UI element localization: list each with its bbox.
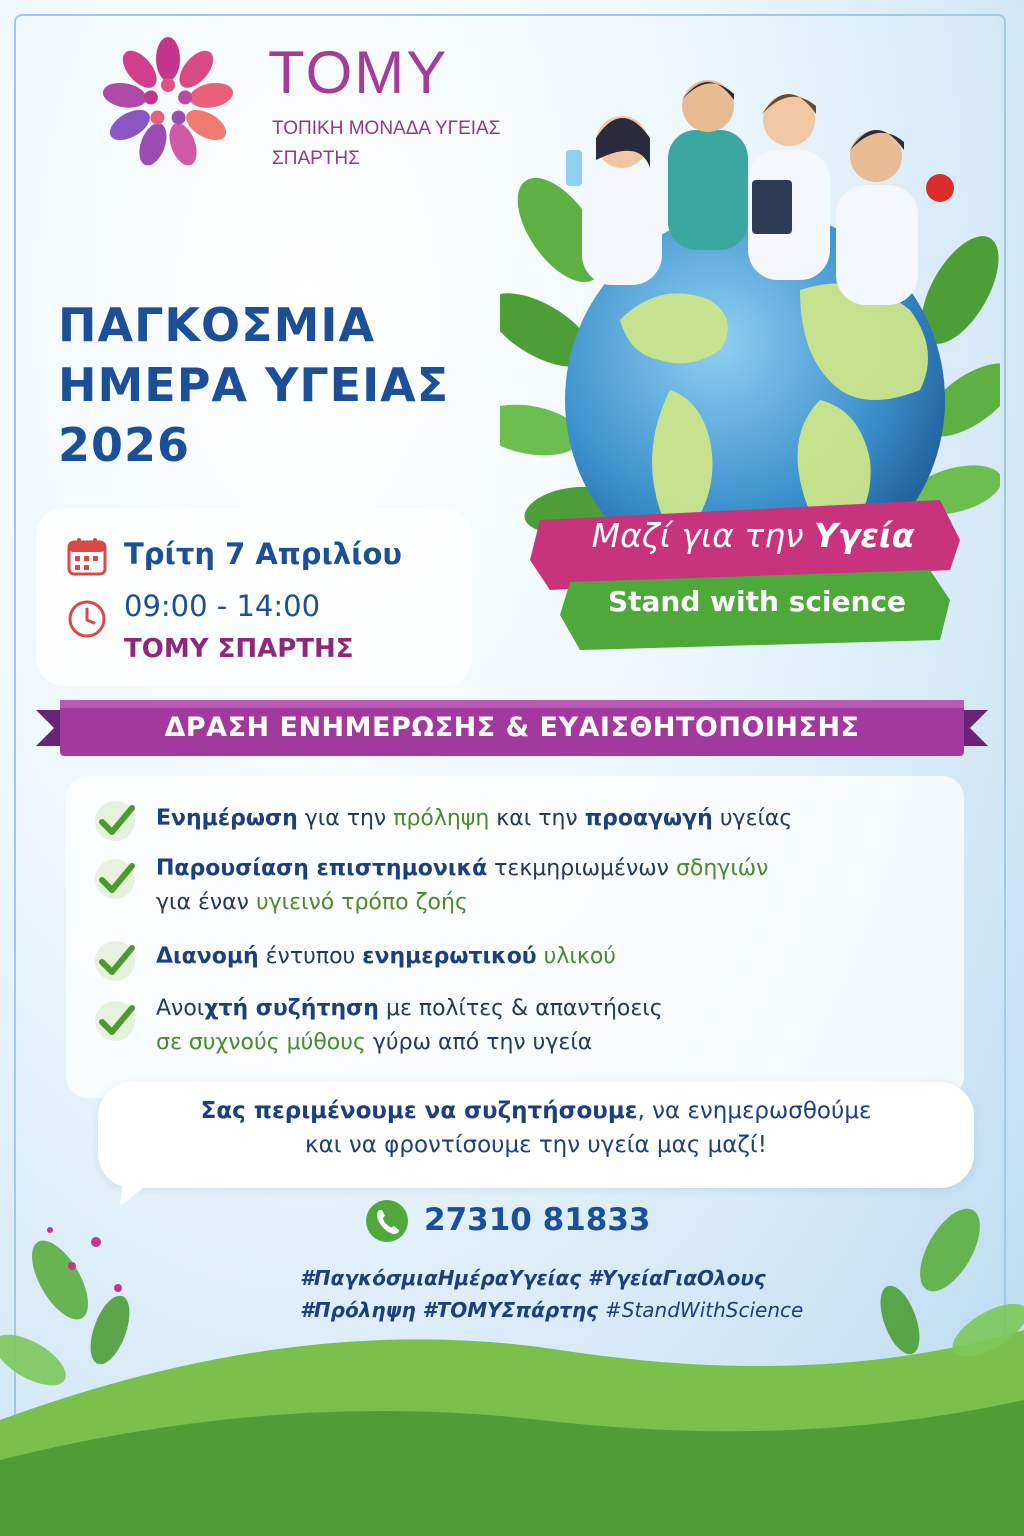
check-icon [92,798,138,844]
heading-line3: 2026 [58,418,191,472]
activity-banner-label: ΔΡΑΣΗ ΕΝΗΜΕΡΩΣΗΣ & ΕΥΑΙΣΘΗΤΟΠΟΙΗΣΗΣ [164,712,860,743]
activity-item-3: Διανομή έντυπου ενημερωτικού υλικού [156,944,617,969]
event-date: Τρίτη 7 Απριλίου [124,537,402,571]
slogan-english: Stand with science [607,585,907,618]
event-location: ΤΟΜΥ ΣΠΑΡΤΗΣ [124,634,354,664]
calendar-icon [66,536,108,578]
phone-number[interactable]: 27310 81833 [424,1202,651,1238]
invite-line2: και να φροντίσουμε την υγεία μας μαζί! [305,1132,767,1158]
logo-subtitle-line1: ΤΟΠΙΚΗ ΜΟΝΑΔΑ ΥΓΕΙΑΣ [272,118,501,139]
heading-line2: ΗΜΕΡΑ ΥΓΕΙΑΣ [58,358,450,412]
hashtags-line1: #ΠαγκόσμιαΗμέραΥγείας #ΥγείαΓιαΟλους [300,1266,766,1290]
slogan-greek: Μαζί για την Υγεία [591,516,915,555]
heading-line1: ΠΑΓΚΟΣΜΙΑ [58,298,376,352]
event-time: 09:00 - 14:00 [124,589,321,623]
check-icon [92,856,138,902]
invite-line1: Σας περιμένουμε να συζητήσουμε, να ενημερωσθούμε [200,1098,872,1124]
clock-icon [66,598,108,640]
doctors-illustration [566,80,954,305]
logo-flower-icon [88,28,248,178]
hashtags-line2: #Πρόληψη #ΤΟΜΥΣπάρτης #StandWithScience [300,1298,804,1322]
bottom-landscape [0,1190,1024,1536]
check-icon [92,938,138,984]
logo-title: ΤΟΜΥ [268,39,449,106]
check-icon [92,998,138,1044]
activity-item-2: Παρουσίαση επιστημονικά τεκμηριωμένων σδηγιών για έναν υγιεινό τρόπο ζοής [156,856,769,915]
activity-item-4: Ανοιχτή συζήτηση με πολίτες & απαντήοεις σε συχνούς μύθους γύρω από την υγεία [156,996,663,1055]
activity-item-1: Ενημέρωση για την πρόληψη και την προαγωγή υγείας [156,806,793,831]
logo-subtitle-line2: ΣΠΑΡΤΗΣ [272,148,360,169]
